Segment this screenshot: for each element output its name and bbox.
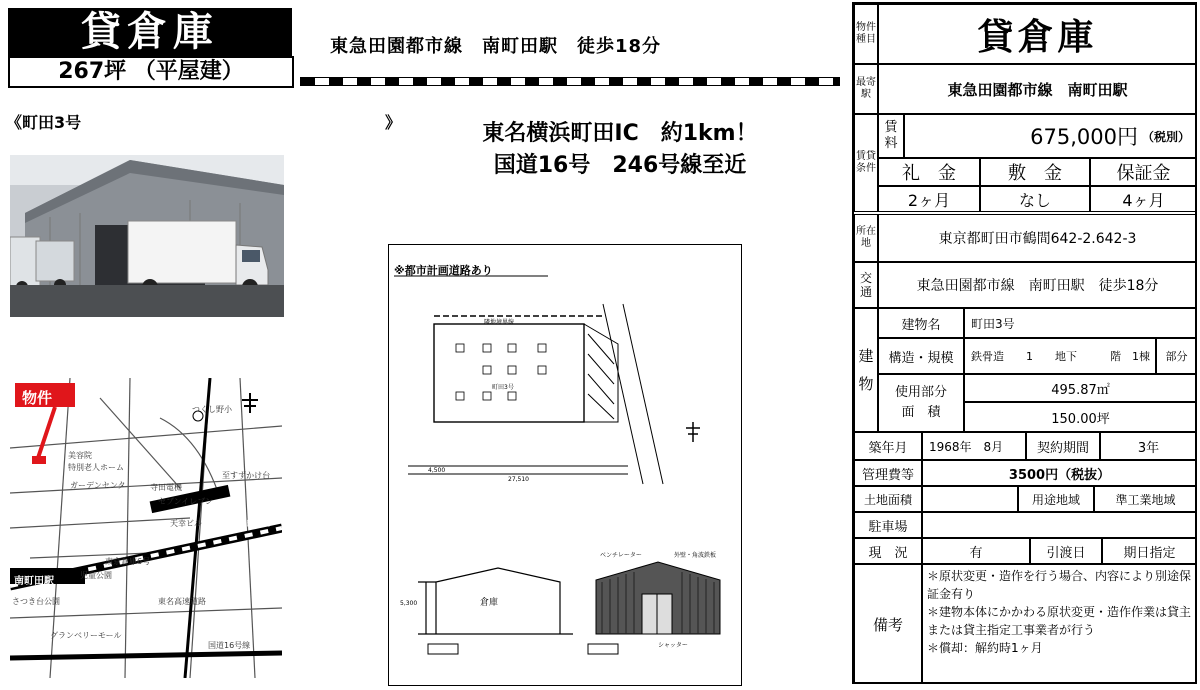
- plan-note: ※都市計画道路あり: [394, 264, 493, 277]
- railway-line-decoration: [300, 77, 840, 86]
- term-label: 契約期間: [1026, 432, 1100, 460]
- map-label-nursing-home: 特別老人ホーム: [68, 463, 124, 472]
- area-label-line-1: 使用部分: [894, 385, 947, 400]
- access-line-2: 国道16号 246号線至近: [493, 153, 747, 178]
- reikin-label: 礼 金: [878, 158, 980, 186]
- area-label-cell: [878, 374, 964, 432]
- map-label-tenko-bldg: 天幸ビル: [170, 519, 202, 528]
- map-label-salon: 美容院: [68, 451, 92, 460]
- station-walk-heading: 東急田園都市線 南町田駅 徒歩18分: [330, 36, 662, 57]
- map-label-seven-eleven: セブンイレブン: [158, 497, 213, 506]
- remarks-label: 備考: [854, 564, 922, 684]
- remark-2: ＊建物本体にかかわる原状変更・造作作業は貸主または貸主指定工事業者が行う: [927, 605, 1192, 637]
- hoshokin-value: 4ヶ月: [1090, 186, 1197, 212]
- reikin-value: 2ヶ月: [878, 186, 980, 212]
- location-map: [10, 378, 282, 678]
- remark-3: ＊償却：解約時1ヶ月: [927, 641, 1043, 655]
- map-label-machida-kaido: 町田街道: [238, 519, 270, 528]
- map-label-garden-center: ガーデンセンタ: [70, 481, 126, 490]
- plan-warehouse-label: 倉庫: [480, 598, 499, 608]
- structure-label: 構造・規模: [878, 338, 964, 374]
- map-label-school: つくし野小: [192, 405, 232, 414]
- plan-dim-total: 27,510: [508, 476, 529, 483]
- lease-conditions-label: 賃貸条件: [854, 114, 878, 212]
- map-label-suzukakedai: 至すずかけ台: [222, 471, 271, 480]
- property-details-table: [852, 2, 1197, 684]
- access-info: [400, 118, 840, 182]
- hoshokin-label: 保証金: [1090, 158, 1197, 186]
- rent-tax-note: （税別）: [1141, 129, 1190, 144]
- warehouse-photo: [10, 155, 284, 317]
- area-sqm: 495.87㎡: [964, 374, 1197, 402]
- map-label-satsuki-park: さつき台公園: [12, 597, 60, 606]
- transport-value: 東急田園都市線 南町田駅 徒歩18分: [878, 262, 1197, 308]
- structure-part: 部分: [1156, 338, 1197, 374]
- handover-value: 期日指定: [1102, 538, 1197, 564]
- map-label-electronics: 寺田電機: [150, 483, 182, 492]
- rent-value: 675,000円: [1030, 125, 1138, 149]
- route-end: 》: [385, 113, 402, 132]
- rent-cell: [904, 114, 1197, 158]
- zoning-value: 準工業地域: [1094, 486, 1197, 512]
- location-label: 所在地: [854, 214, 878, 262]
- structure-value: 鉄骨造 1 地下 階 1棟: [964, 338, 1156, 374]
- location-value: 東京都町田市鶴間642-2.642-3: [878, 214, 1197, 262]
- floor-plan: [388, 244, 742, 686]
- management-fee-label: 管理費等: [854, 460, 922, 486]
- parking-label: 駐車場: [854, 512, 922, 538]
- built-value: 1968年 8月: [922, 432, 1026, 460]
- status-label: 現 況: [854, 538, 922, 564]
- map-label-tokyo-warehouse: 東京倉庫6号: [105, 557, 151, 566]
- handover-label: 引渡日: [1030, 538, 1102, 564]
- nearest-station-label: 最寄駅: [854, 64, 878, 114]
- status-value: 有: [922, 538, 1030, 564]
- parking-value: [922, 512, 1197, 538]
- map-label-tomei: 東名高速道路: [158, 597, 206, 606]
- nearest-station-value: 東急田園都市線 南町田駅: [878, 64, 1197, 114]
- management-fee-value: 3500円（税抜）: [922, 460, 1197, 486]
- type-value: 貸倉庫: [878, 4, 1197, 64]
- plan-label-shutter: シャッター: [658, 642, 688, 649]
- remark-1: ＊原状変更・造作を行う場合、内容により別途保証金有り: [927, 569, 1192, 601]
- area-label-line-2: 面 積: [901, 405, 941, 420]
- land-area-label: 土地面積: [854, 486, 922, 512]
- map-label-station: 南町田駅: [14, 576, 54, 587]
- access-line-1: 東名横浜町田IC 約1km！: [482, 121, 758, 146]
- building-name-label: 建物名: [878, 308, 964, 338]
- building-label: 建物: [854, 308, 878, 432]
- built-label: 築年月: [854, 432, 922, 460]
- zoning-label: 用途地域: [1018, 486, 1094, 512]
- listing-title: 貸倉庫: [8, 8, 292, 56]
- plan-label-building: 町田3号: [492, 384, 514, 391]
- plan-label-boundary: 隣地境界線: [484, 319, 515, 326]
- map-label-grandberry: グランベリーモール: [50, 631, 122, 640]
- transport-label: 交通: [854, 262, 878, 308]
- remarks-body: [922, 564, 1197, 684]
- rent-label: 賃料: [878, 114, 904, 158]
- plan-dim-bay: 4,500: [428, 467, 446, 474]
- building-name-value: 町田3号: [964, 308, 1197, 338]
- plan-label-ventilator: ベンチレーター: [600, 552, 642, 559]
- map-label-kids-park: 児童公園: [80, 571, 112, 580]
- type-label: 物件種目: [854, 4, 878, 64]
- land-area-value: [922, 486, 1018, 512]
- shikikin-value: なし: [980, 186, 1090, 212]
- plan-dim-height: 5,300: [400, 600, 418, 607]
- route-start: 《町田3号: [6, 113, 82, 132]
- plan-label-wall: 外壁・角波鉄板: [674, 552, 717, 559]
- map-property-label: 物件: [22, 389, 53, 407]
- map-label-route16: 国道16号線: [208, 641, 251, 650]
- term-value: 3年: [1100, 432, 1197, 460]
- shikikin-label: 敷 金: [980, 158, 1090, 186]
- floor-size: 267坪 （平屋建）: [8, 56, 294, 88]
- area-tsubo: 150.00坪: [964, 402, 1197, 432]
